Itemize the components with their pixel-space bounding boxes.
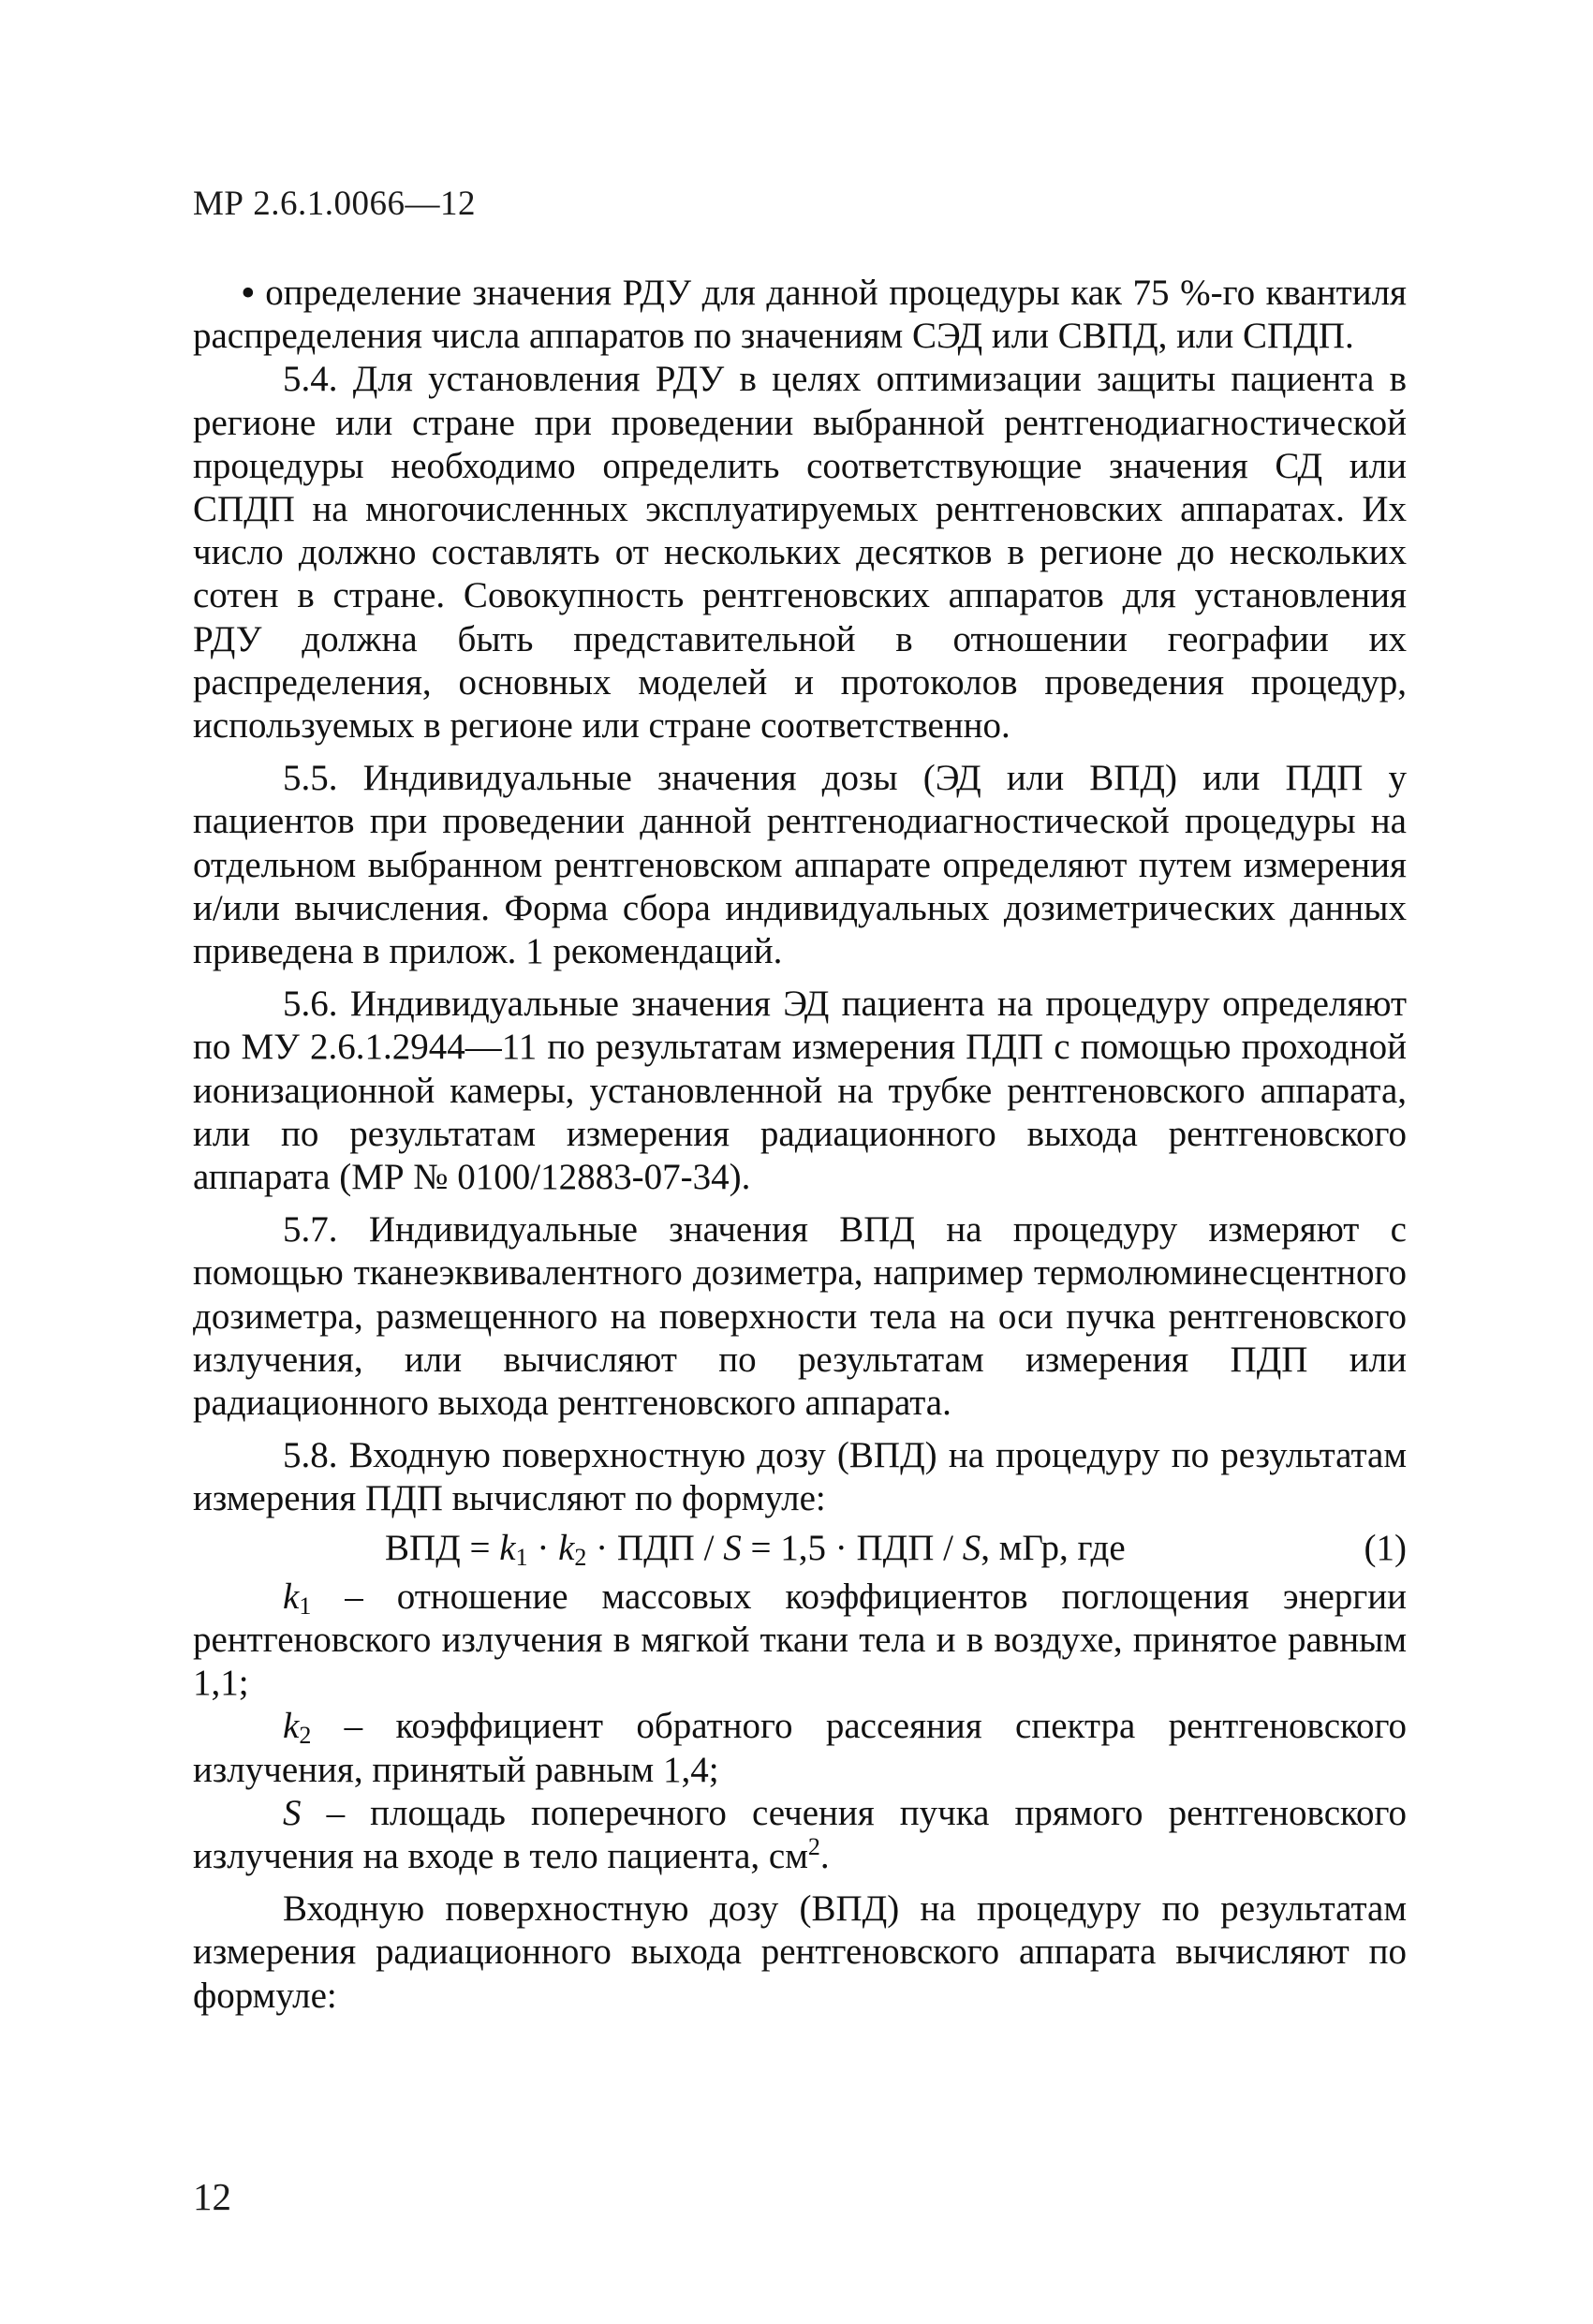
page-number: 12 bbox=[193, 2175, 231, 2218]
paragraph-5-6: 5.6. Индивидуальные значения ЭД пациента на процедуру определяют по МУ 2.6.1.2944—11 по результатам измерения ПДП с помощью проходной ионизационной камеры, установленной на трубке рентгеновского аппарата, или по результатам измерения радиационного выхода рентгеновского аппарата (МР № 0100/12883-07-34). bbox=[193, 984, 1407, 1198]
definition-k2: $k_2$ – коэффициент обратного рассеяния спектра рентгеновского излучения, принятый равным 1,4; bbox=[193, 1706, 1407, 1790]
paragraph-5-5: 5.5. Индивидуальные значения дозы (ЭД или ВПД) или ПДП у пациентов при проведении данной рентгенодиагностической процедуры на отдельном выбранном рентгеновском аппарате определяют путем измерения и/или вычисления. Форма сбора индивидуальных дозиметрических данных приведена в прилож. 1 рекомендаций. bbox=[193, 758, 1407, 972]
final-paragraph: Входную поверхностную дозу (ВПД) на процедуру по результатам измерения радиационного выхода рентгеновского аппарата вычисляют по формуле: bbox=[193, 1888, 1407, 2016]
paragraph-5-4: 5.4. Для установления РДУ в целях оптимизации защиты пациента в регионе или стране при проведении выбранной рентгенодиагностической процедуры необходимо определить соответствующие значения СД или СПДП на многочисленных эксплуатируемых рентгеновских аппаратах. Их число должно составлять от нескольких десятков в регионе до нескольких сотен в стране. Совокупность рентгеновских аппаратов для установления РДУ должна быть представительной в отношении географии их распределения, основных моделей и протоколов проведения процедур, используемых в регионе или стране соответственно. bbox=[193, 359, 1407, 747]
bullet-text: определение значения РДУ для данной процедуры как 75 %-го квантиля распределения числа аппаратов по значениям СЭД или СВПД, или СПДП. bbox=[193, 273, 1408, 357]
definition-s: S – площадь поперечного сечения пучка прямого рентгеновского излучения на входе в тело пациента, $см^2$. bbox=[193, 1792, 1407, 1876]
formula-expression: ВПД = $k_1 \cdot k_2$ · ПДП / S = 1,5 · ПДП / S, мГр, где bbox=[385, 1527, 1126, 1571]
paragraph-5-8: 5.8. Входную поверхностную дозу (ВПД) на процедуру по результатам измерения ПДП вычисляют по формуле: bbox=[193, 1435, 1407, 1519]
bullet-marker: • bbox=[242, 273, 255, 313]
formula-1 bbox=[193, 1527, 1407, 1572]
formula-number: (1) bbox=[1364, 1527, 1407, 1568]
paragraph-5-7: 5.7. Индивидуальные значения ВПД на процедуру измеряют с помощью тканеэквивалентного дозиметра, например термолюминесцентного дозиметра, размещенного на поверхности тела на оси пучка рентгеновского излучения, или вычисляют по результатам измерения ПДП или радиационного выхода рентгеновского аппарата. bbox=[193, 1209, 1407, 1424]
bullet-paragraph bbox=[193, 272, 1407, 358]
document-code: МР 2.6.1.0066—12 bbox=[193, 185, 476, 223]
document-body bbox=[193, 272, 1407, 2018]
definition-k1: $k_1$ – отношение массовых коэффициентов поглощения энергии рентгеновского излучения в мягкой ткани тела и в воздухе, принятое равным 1,1; bbox=[193, 1576, 1407, 1704]
